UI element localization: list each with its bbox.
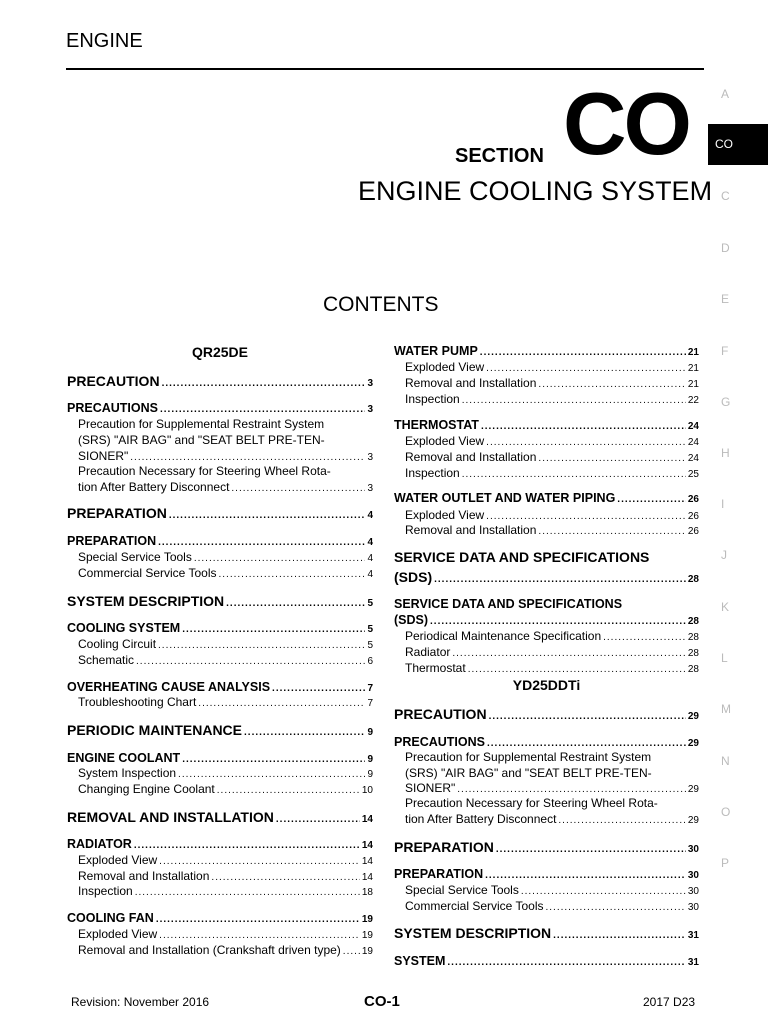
leader-dots [489,711,686,722]
leader-dots [194,553,366,564]
toc-page: 19 [361,930,373,941]
toc-entry[interactable] [78,869,373,883]
tab-m[interactable]: M [721,702,731,716]
toc-page: 5 [367,640,373,651]
leader-dots [485,870,686,881]
leader-dots [169,510,366,521]
toc-page: 3 [367,378,373,389]
leader-dots [217,785,360,796]
leader-dots [158,537,365,548]
toc-page: 28 [687,648,699,659]
toc-entry[interactable] [405,661,699,675]
toc-label: SIONER" [405,781,456,795]
toc-entry[interactable] [67,809,373,825]
leader-dots [521,886,686,897]
section-label: SECTION [455,145,544,167]
toc-wrapped-line[interactable]: Precaution Necessary for Steering Wheel Rota- [78,464,331,478]
toc-page: 4 [367,510,373,521]
tab-g[interactable]: G [721,395,731,409]
leader-dots [538,453,685,464]
toc-page: 29 [687,711,699,722]
leader-dots [452,648,686,659]
toc-page: 26 [687,511,699,522]
toc-entry[interactable] [67,722,373,738]
toc-label: Commercial Service Tools [405,899,544,913]
toc-entry[interactable] [67,593,373,609]
toc-entry[interactable] [78,927,373,941]
leader-dots [276,814,360,825]
toc-entry[interactable] [405,523,699,537]
toc-page: 28 [687,664,699,675]
leader-dots [558,815,685,826]
toc-wrapped-line[interactable]: SERVICE DATA AND SPECIFICATIONS [394,549,650,565]
toc-page: 21 [687,379,699,390]
footer-revision: Revision: November 2016 [71,995,210,1009]
leader-dots [538,526,685,537]
toc-page: 9 [367,754,373,765]
leader-dots [156,914,360,925]
toc-label: PRECAUTION [394,706,487,722]
toc-wrapped-line[interactable]: Precaution Necessary for Steering Wheel Rota- [405,796,658,810]
toc-entry[interactable] [67,751,373,765]
toc-label: Special Service Tools [78,550,192,564]
tab-co-active[interactable]: CO [708,124,768,165]
toc-label: REMOVAL AND INSTALLATION [67,809,274,825]
toc-page: 7 [367,698,373,709]
toc-label: Changing Engine Coolant [78,782,215,796]
toc-page: 28 [687,632,699,643]
toc-page: 30 [687,902,699,913]
leader-dots [457,784,686,795]
leader-dots [135,887,360,898]
toc-label: Exploded View [78,927,158,941]
section-code: CO [563,74,689,173]
toc-entry[interactable] [67,680,373,694]
toc-page: 4 [367,569,373,580]
toc-page: 14 [361,872,373,883]
toc-label: (SDS) [394,613,429,627]
toc-label: Radiator [405,645,451,659]
toc-entry[interactable] [405,376,699,390]
toc-entry[interactable] [394,613,699,627]
toc-label: PRECAUTION [67,373,160,389]
toc-entry[interactable] [78,853,373,867]
toc-entry[interactable] [405,781,699,795]
leader-dots [160,404,365,415]
toc-label: tion After Battery Disconnect [405,812,557,826]
footer-model: 2017 D23 [643,995,696,1009]
toc-page: 30 [687,886,699,897]
leader-dots [198,698,365,709]
leader-dots [481,421,686,432]
toc-page: 25 [687,469,699,480]
toc-page: 4 [367,537,373,548]
toc-label: WATER PUMP [394,344,478,358]
toc-label: Periodical Maintenance Specification [405,629,602,643]
header-rule [66,68,704,70]
toc-page: 5 [367,624,373,635]
toc-entry[interactable] [78,653,373,667]
toc-page: 24 [687,421,699,432]
toc-page: 4 [367,553,373,564]
leader-dots [182,624,365,635]
toc-label: PERIODIC MAINTENANCE [67,722,243,738]
leader-dots [480,347,686,358]
toc-entry[interactable] [394,925,699,941]
leader-dots [159,930,360,941]
toc-page: 31 [687,930,699,941]
toc-label: THERMOSTAT [394,418,479,432]
tab-l[interactable]: L [721,651,728,665]
toc-entry[interactable] [394,867,699,881]
toc-page: 29 [687,815,699,826]
toc-label: Inspection [78,884,133,898]
tab-j[interactable]: J [721,548,727,562]
toc-page: 3 [367,404,373,415]
toc-entry[interactable] [405,360,699,374]
leader-dots [603,632,686,643]
toc-label: SIONER" [78,449,129,463]
toc-page: 9 [367,727,373,738]
toc-page: 10 [361,785,373,796]
toc-entry[interactable] [405,899,699,913]
tab-n[interactable]: N [721,754,730,768]
toc-label: ENGINE COOLANT [67,751,181,765]
toc-label: Exploded View [405,434,485,448]
toc-entry[interactable] [394,491,699,505]
leader-dots [496,844,686,855]
tab-o[interactable]: O [721,805,731,819]
toc-entry[interactable] [405,434,699,448]
toc-label: System Inspection [78,766,177,780]
contents-heading: CONTENTS [323,293,439,316]
toc-entry[interactable] [67,534,373,548]
toc-label: Exploded View [405,360,485,374]
footer-page-number: CO-1 [364,993,400,1010]
leader-dots [231,483,365,494]
toc-page: 21 [687,347,699,358]
toc-entry[interactable] [67,837,373,851]
toc-label: Exploded View [405,508,485,522]
leader-dots [158,640,365,651]
toc-label: Inspection [405,392,460,406]
toc-page: 29 [687,738,699,749]
toc-label: SYSTEM DESCRIPTION [67,593,225,609]
toc-label: Special Service Tools [405,883,519,897]
toc-label: Cooling Circuit [78,637,157,651]
toc-page: 14 [361,840,373,851]
toc-page: 21 [687,363,699,374]
leader-dots [272,683,365,694]
section-title: ENGINE COOLING SYSTEM [358,176,713,206]
leader-dots [244,727,365,738]
leader-dots [211,872,359,883]
toc-label: PRECAUTIONS [67,401,158,415]
toc-page: 14 [361,856,373,867]
toc-label: Removal and Installation [405,450,537,464]
toc-label: SYSTEM DESCRIPTION [394,925,552,941]
toc-entry[interactable] [405,645,699,659]
toc-label: Removal and Installation [405,376,537,390]
toc-label: (SDS) [394,569,433,585]
leader-dots [486,437,686,448]
tab-a[interactable]: A [721,87,730,101]
toc-page: 18 [361,887,373,898]
toc-entry[interactable] [394,839,699,855]
engine-heading-yd25ddti: YD25DDTi [512,677,581,693]
toc-page: 26 [687,526,699,537]
leader-dots [546,902,686,913]
leader-dots [434,574,686,585]
leader-dots [182,754,365,765]
toc-entry[interactable] [394,954,699,968]
leader-dots [617,494,686,505]
engine-heading-qr25de: QR25DE [191,344,249,360]
toc-page: 22 [687,395,699,406]
toc-page: 3 [367,483,373,494]
leader-dots [468,664,686,675]
toc-entry[interactable] [405,883,699,897]
toc-page: 24 [687,453,699,464]
leader-dots [226,598,365,609]
toc-label: PRECAUTIONS [394,735,485,749]
toc-page: 30 [687,844,699,855]
toc-page: 28 [687,616,699,627]
tab-e[interactable]: E [721,292,730,306]
toc-wrapped-line[interactable]: Precaution for Supplemental Restraint System [78,417,325,431]
toc-page: 7 [367,683,373,694]
leader-dots [462,395,686,406]
leader-dots [159,856,360,867]
toc-label: SYSTEM [394,954,446,968]
toc-entry[interactable] [78,550,373,564]
toc-entry[interactable] [67,401,373,415]
toc-entry[interactable] [78,449,373,463]
toc-page: 19 [361,914,373,925]
toc-entry[interactable] [67,505,373,521]
toc-label: Thermostat [405,661,466,675]
toc-entry[interactable] [78,637,373,651]
toc-label: tion After Battery Disconnect [78,480,230,494]
toc-wrapped-line[interactable]: (SRS) "AIR BAG" and "SEAT BELT PRE-TEN- [78,433,325,447]
toc-label: COOLING FAN [67,911,154,925]
tab-k[interactable]: K [721,600,730,614]
toc-label: PREPARATION [67,505,167,521]
leader-dots [538,379,685,390]
toc-label: PREPARATION [394,867,484,881]
toc-entry[interactable] [78,695,373,709]
toc-entry[interactable] [394,735,699,749]
toc-entry[interactable] [405,392,699,406]
toc-entry[interactable] [78,766,373,780]
toc-page: 28 [687,574,699,585]
toc-page: 24 [687,437,699,448]
tab-f[interactable]: F [721,344,729,358]
toc-page: 19 [361,946,373,957]
tab-h[interactable]: H [721,446,730,460]
toc-entry[interactable] [405,508,699,522]
toc-label: Exploded View [78,853,158,867]
toc-label: WATER OUTLET AND WATER PIPING [394,491,616,505]
leader-dots [134,840,360,851]
toc-label: OVERHEATING CAUSE ANALYSIS [67,680,271,694]
toc-label: Troubleshooting Chart [78,695,197,709]
toc-page: 31 [687,957,699,968]
toc-entry[interactable] [78,943,373,957]
toc-entry[interactable] [405,466,699,480]
leader-dots [462,469,686,480]
toc-entry[interactable] [394,569,699,585]
tab-p[interactable]: P [721,856,730,870]
toc-entry[interactable] [405,450,699,464]
toc-entry[interactable] [394,344,699,358]
toc-label: PREPARATION [67,534,157,548]
tab-i[interactable]: I [721,497,725,511]
toc-wrapped-line[interactable]: SERVICE DATA AND SPECIFICATIONS [394,597,623,611]
toc-entry[interactable] [405,629,699,643]
toc-label: Removal and Installation (Crankshaft driven type) [78,943,341,957]
toc-page: 29 [687,784,699,795]
leader-dots [162,378,366,389]
toc-page: 14 [361,814,373,825]
toc-page: 5 [367,598,373,609]
toc-wrapped-line[interactable]: Precaution for Supplemental Restraint System [405,750,652,764]
toc-entry[interactable] [394,418,699,432]
leader-dots [447,957,685,968]
toc-page: 30 [687,870,699,881]
toc-entry[interactable] [394,706,699,722]
toc-entry[interactable] [405,812,699,826]
leader-dots [136,656,365,667]
toc-label: RADIATOR [67,837,132,851]
toc-label: Commercial Service Tools [78,566,217,580]
tab-c[interactable]: C [721,189,730,203]
toc-label: Removal and Installation [78,869,210,883]
toc-page: 26 [687,494,699,505]
toc-entry[interactable] [78,480,373,494]
toc-entry[interactable] [67,373,373,389]
toc-label: Schematic [78,653,135,667]
leader-dots [130,452,365,463]
leader-dots [553,930,686,941]
header-title: ENGINE [66,30,143,52]
toc-label: COOLING SYSTEM [67,621,181,635]
toc-entry[interactable] [78,782,373,796]
toc-label: PREPARATION [394,839,494,855]
leader-dots [219,569,366,580]
leader-dots [487,738,686,749]
toc-entry[interactable] [67,911,373,925]
toc-page: 3 [367,452,373,463]
toc-page: 6 [367,656,373,667]
leader-dots [430,616,686,627]
tab-d[interactable]: D [721,241,730,255]
toc-wrapped-line[interactable]: (SRS) "AIR BAG" and "SEAT BELT PRE-TEN- [405,766,652,780]
toc-entry[interactable] [78,884,373,898]
leader-dots [486,511,686,522]
leader-dots [178,769,365,780]
toc-entry[interactable] [67,621,373,635]
toc-entry[interactable] [78,566,373,580]
leader-dots [486,363,686,374]
leader-dots [343,946,360,957]
toc-label: Removal and Installation [405,523,537,537]
toc-page: 9 [367,769,373,780]
toc-label: Inspection [405,466,460,480]
